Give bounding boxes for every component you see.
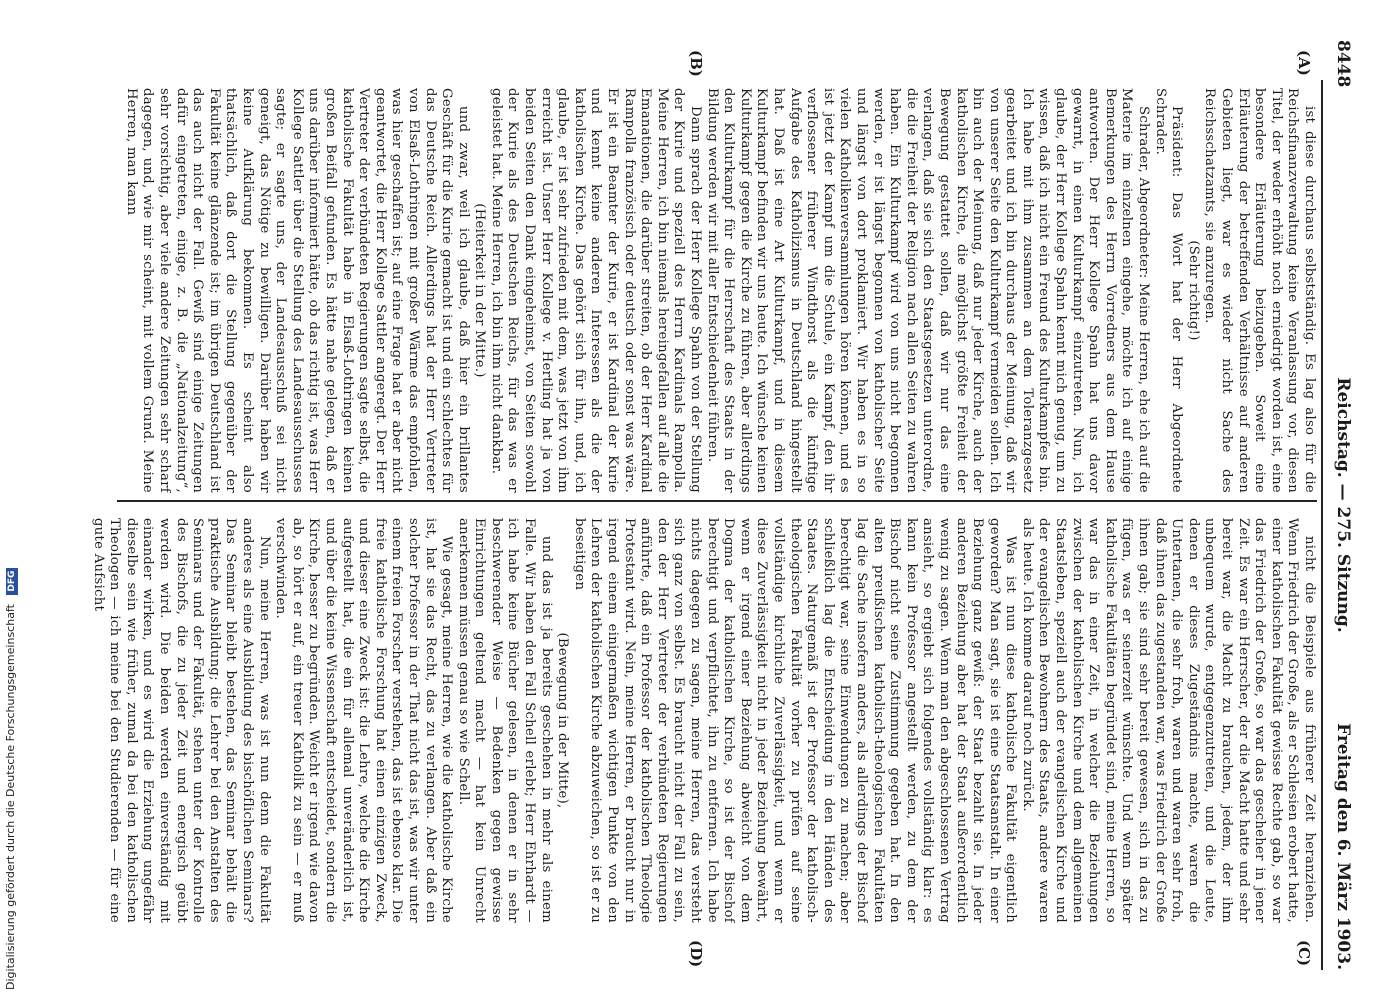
document-page bbox=[50, 0, 1375, 1000]
dfg-logo: DFG bbox=[6, 568, 18, 595]
credit-text: Digitalisierung gefördert durch die Deutsche Forschungsgemeinschaft bbox=[4, 604, 17, 990]
paragraph: Was ist nun diese katholische Fakultät eigentlich geworden? Man sagt, sie ist eine Staatsanstalt. In einer Beziehung ganz gewiß: der Staat bezahlt sie. In jeder anderen Beziehung aber hat der Staat außerordentlich wenig zu sagen. Wenn man den abgeschlossenen Vertrag ansieht, so ergiebt sich folgendes vollständig klar: es kann kein Professor angestellt werden, zu dem der Bischof nicht seine Zustimmung gegeben hat. In den alten preußischen katholisch-theologischen Fakultäten lag die Sache insofern anders, als allerdings der Bischof berechtigt war, seine Einwendungen zu machen; aber schließlich lag die Entscheidung in den Händen des Staates. Naturgemäß ist der Professor der katholisch-theologischen Fakultät vorher zu prüfen auf seine vollständige kirchliche Zuverlässigkeit, und wenn er diese Zuverlässigkeit nicht in jeder Beziehung bewährt, wenn er irgend einer Beziehung abweicht von dem Dogma der katholischen Kirche, so ist der Bischof berechtigt und verpflichtet, ihn zu entfernen. Ich habe nichts dagegen zu sagen, meine Herren, das versteht sich ganz von selbst. Es braucht nicht der Fall zu sein, den der Herr Vertreter der verbündeten Regierungen anführte, daß ein Professor der katholischen Theologie Protestant wird. Nein, meine Herren, er braucht nur in irgend einem einigermaßen wichtigen Punkte von den Lehren der katholischen Kirche abzuweichen, so ist er zu beseitigen bbox=[571, 518, 1019, 923]
paragraph: Wie gesagt, meine Herren, wie die katholische Kirche ist, hat sie das Recht, das zu verlangen. Aber daß ein solcher Professor in der That nicht das ist, was wir unter einem freien Forscher verstehen, das ist ebenso klar. Die freie katholische Forschung hat einen einzigen Zweck, und dieser eine Zweck ist: die Lehre, welche die Kirche aufgestellt hat, die ein für allemal unveränderlich ist, und über die keine Wissenschaft entscheidet, sondern die Kirche, besser zu begründen. Weicht er irgend wie davon ab, so hört er auf, ein treuer Katholik zu sein — er muß verschwinden. bbox=[273, 518, 455, 923]
header-rule bbox=[1321, 80, 1323, 970]
paragraph: ist diese durchaus selbstständig. Es lag also für die Reichsfinanzverwaltung keine Veranlassung vor, diesen Titel, der weder erhöht noch erniedrigt worden ist, eine besondere Erläuterung beizugeben. Soweit eine Erläuterung der betreffenden Verhältnisse auf anderen Gebieten liegt, war es wieder nicht Sache des Reichsschatzamts, sie anzuregen. bbox=[1202, 88, 1317, 493]
paragraph: und zwar, weil ich glaube, daß hier ein brillantes Geschäft für die Kurie gemacht ist und ein schlechtes für das Deutsche Reich. Allerdings hat der Herr Vertreter von Elsaß-Lothringen mit großer Wärme das empfohlen, was hier geschaffen ist; auf eine Frage hat er aber nicht geantwortet, die Herr Kollege Sattler angeregt. Der Herr Vertreter der verbündeten Regierungen sagte selbst, die katholische Fakultät habe in Elsaß-Lothringen keinen großen Beifall gefunden. Es hätte nahe gelegen, daß er uns darüber informiert hätte, ob das richtig ist, was Herr Kollege Sattler über die Stellung des Landesausschusses sagte; er sagte uns, der Landesausschuß sei nicht geneigt, das Nötige zu bewilligen. Darüber haben wir keine Aufklärung bekommen. Es scheint also thatsächlich, daß dort die Stellung gegenüber der Fakultät keine glänzende ist; im übrigen Deutschland ist das auch nicht der Fall. Gewiß sind einige Zeitungen dafür eingetreten, einige, z. B. die „Nationalzeitung“, sehr vorsichtig, aber viele andere Zeitungen sehr scharf dagegen, und, wie mir scheint, mit vollem Grund. Meine Herren, man kann bbox=[123, 88, 471, 493]
paragraph: Nun, meine Herren, was ist nun denn die Fakultät anderes als eine Ausbildung des bischöflichen Seminars? Das Seminar bleibt bestehen, das Seminar behält die praktische Ausbildung; die Lehrer bei den Anstalten des Seminars und der Fakultät, stehen unter der Kontrolle des Bischofs, die zu jeder Zeit und energisch geübt werden wird. Die beiden werden einverständig mit einander wirken, und es wird die Erziehung ungefähr dieselbe sein wie früher, zumal da bei den katholischen Theologen — ich meine bei den Studierenden — für eine gute Aufsicht bbox=[90, 518, 272, 923]
page-number: 8448 bbox=[1333, 40, 1353, 88]
paragraph: nicht die Beispiele aus früherer Zeit heranziehen. Wenn Friedrich der Große, als er Schlesien erobert hatte, einer katholischen Fakultät gewisse Rechte gab, so war das Friedrich der Große, so war das gescheher in jener Zeit. Es war ein Herrscher, der die Macht hatte und sehr bereit war, die Macht zu brauchen, jedem, der ihm unbequem wurde, entgegenzutreten, und die Leute, denen er dieses Zugeständnis machte, waren die Untertanen, die sehr froh, waren und waren sehr froh, daß ihnen das zugestanden war, was Friedrich der Große ihnen gab; sie sind sehr bereit gewesen, sich in das zu fügen, was er seinerzeit wünschte. Und wenn später katholische Fakultäten begründet sind, meine Herren, so war das in einer Zeit, in welcher die Beziehungen zwischen der katholischen Kirche und dem allgemeinen Staatsleben, speziell auch der evangelischen Kirche und der evangelischen Bewohnern des Staats, andere waren als heute. Ich komme darauf noch zurück. bbox=[1019, 518, 1317, 923]
page-date: Freitag den 6. März 1903. bbox=[1333, 723, 1353, 970]
margin-marker-c: (C) bbox=[1295, 940, 1313, 967]
interjection: (Sehr richtig!) bbox=[1185, 240, 1201, 341]
page-header bbox=[1327, 40, 1357, 970]
paragraph: Schrader, Abgeordneter: Meine Herren, ehe ich auf die Materie im einzelnen eingehe, möchte ich auf einige Bemerkungen des Herrn Vorredners aus dem Hause antworten. Der Herr Kollege Spahn hat uns davor gewarnt, in einen Kulturkampf einzutreten. Nun, ich glaube, der Herr Kollege Spahn kennt mich genug, um zu wissen, daß ich nicht ein Freund des Kulturkampfes bin. Ich habe mit ihm zusammen an dem Toleranzgesetz gearbeitet und ich bin durchaus der Meinung, daß wir von unserer Seite den Kulturkampf vermeiden sollen. Ich bin auch der Meinung, daß nur jeder Kirche, auch der katholischen Kirche, die möglichst größte Freiheit der Bewegung gestattet sollen, daß wir nur das eine verlangen, daß sie sich den Staatsgesetzen unterordne, die die Freiheit der Religion nach allen Seiten zu wahren haben. Ein Kulturkampf wird von uns nicht begonnen werden, er ist längst begonnen von katholischer Seite und längst von dort proklamiert. Wir haben es in so vielen Katholikenversammlungen hören können, und es ist jetzt der Kampf um die Schule, ein Kampf, den ihr verflossener früherer Windthorst als die künftige Aufgabe des Katholizismus in Deutschland hingestellt hat. Daß ist eine Art Kulturkampf, und in diesem Kulturkampf befinden wir uns heute. Ich wünsche keinen Kulturkampf gegen die Kirche zu führen, aber allerdings den Kulturkampf für die Herrschaft des Staats in der Bildung werden wir mit aller Entschiedenheit führen. bbox=[704, 88, 1152, 493]
interjection: (Bewegung in der Mitte), bbox=[555, 632, 571, 809]
interjection: (Heiterkeit in der Mitte.) bbox=[472, 203, 488, 378]
paragraph: Präsident: Das Wort hat der Herr Abgeordnete Schrader. bbox=[1152, 88, 1185, 493]
page-title: Reichstag. — 275. Sitzung. bbox=[1333, 377, 1353, 633]
margin-marker-b: (B) bbox=[687, 50, 705, 77]
text-column-left bbox=[87, 88, 1317, 493]
paragraph: Dann sprach der Herr Kollege Spahn von der Stellung der Kurie und speziell des Herrn Kardinals Rampolla. Meine Herren, ich bin niemals hereingefallen auf alle die Emanationen, die darüber streiten, ob der Herr Kardinal Rampolla französisch oder deutsch oder sonst was wäre. Er ist ein Beamter der Kurie, er ist Kardinal der Kurie und kennt keine anderen Interessen als die der katholischen Kirche. Das gehört sich für ihn, und, ich glaube, er ist sehr zufrieden mit dem, was jetzt von ihm erreicht ist. Unser Herr Kollege v. Hertling hat ja von beiden Seiten den Dank eingeheimst, von Seiten sowohl der Kurie als des Deutschen Reichs, für das was er geleistet hat. Meine Herren, ich bin ihm nicht dankbar. bbox=[488, 88, 704, 493]
margin-marker-a: (A) bbox=[1295, 50, 1313, 76]
column-divider bbox=[117, 500, 1317, 502]
digitization-credit bbox=[4, 570, 18, 990]
text-column-right bbox=[87, 518, 1317, 923]
paragraph: und das ist ja bereits geschehen in mehr als einem Falle. Wir haben den Fall Schell erlebt; Herr Ehrhardt — ich habe keine Bücher gelesen, in denen er in sehr beschwerender Weise — Bedenken gegen gewisse Einrichtungen geltend macht — hat kein Unrecht anerkennen müssen genau so wie Schell. bbox=[455, 518, 554, 923]
margin-marker-d: (D) bbox=[687, 940, 705, 968]
